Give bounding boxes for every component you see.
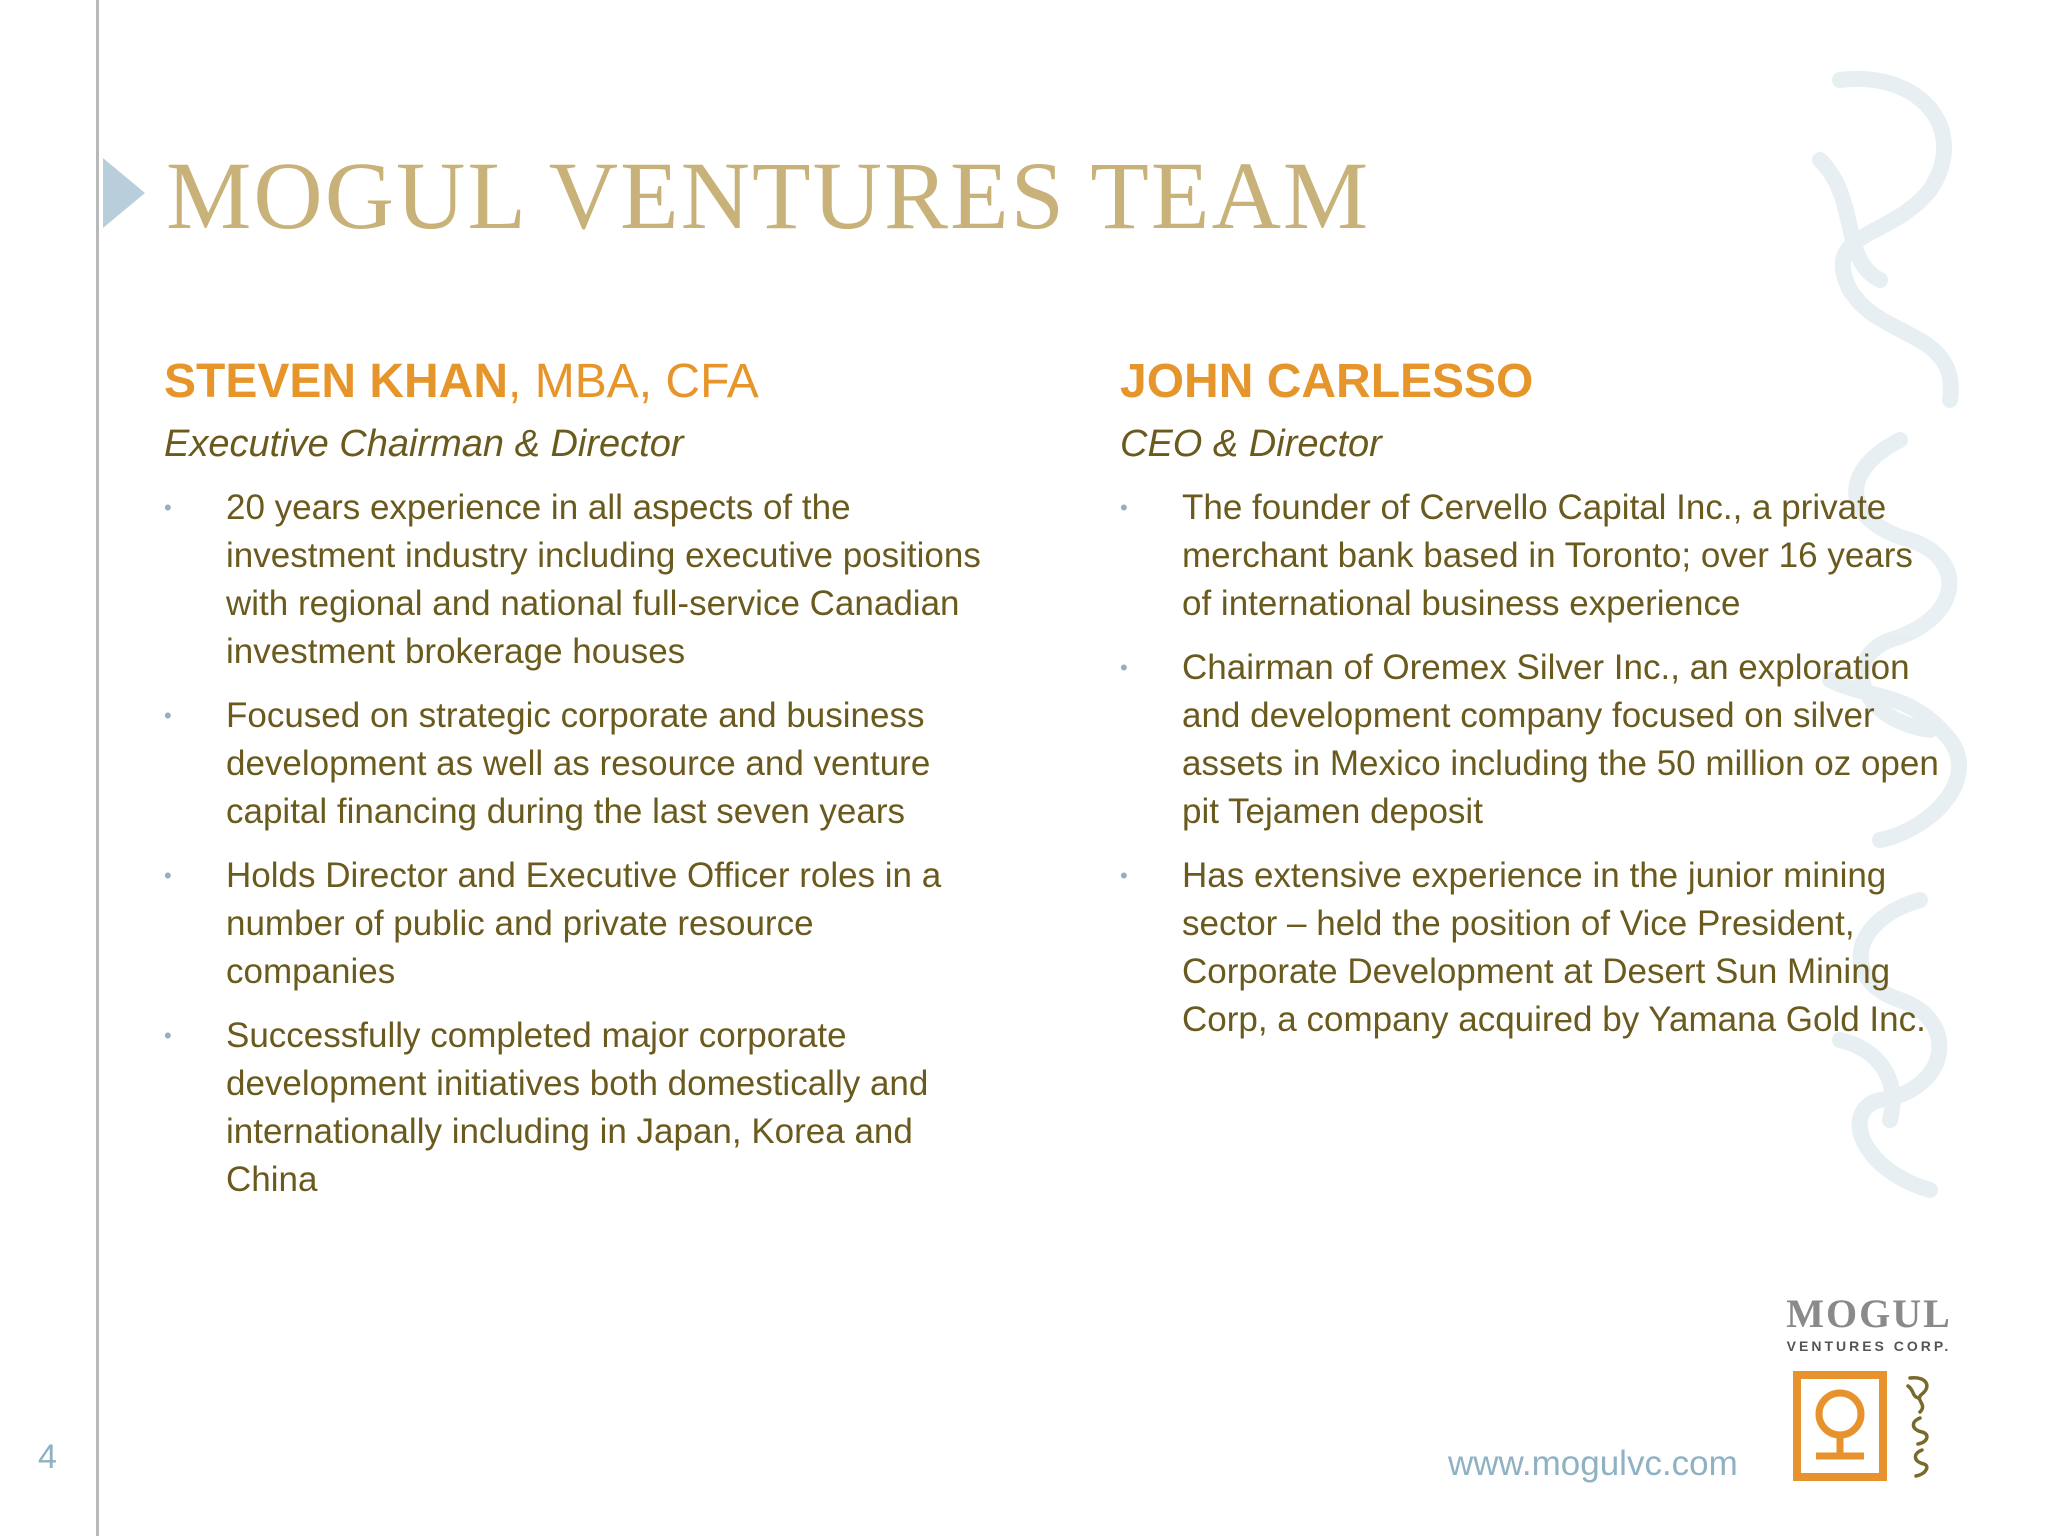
bullet-text: Successfully completed major corporate development initiatives both domestically and internationally including in Japan, Korea and China bbox=[226, 1016, 929, 1199]
bullet-dot-icon: • bbox=[164, 1023, 172, 1048]
page-number: 4 bbox=[38, 1438, 57, 1476]
bullet-item bbox=[1120, 852, 1940, 1044]
bullet-item bbox=[164, 1012, 984, 1204]
team-member-column-left bbox=[164, 352, 984, 1220]
bullet-text: Has extensive experience in the junior mining sector – held the position of Vice President, Corporate Development at Desert Sun Mining Corp, a company acquired by Yamana Gold Inc. bbox=[1182, 856, 1926, 1039]
company-logo-subtitle: VENTURES CORP. bbox=[1786, 1338, 1952, 1354]
slide-title: MOGUL VENTURES TEAM bbox=[166, 142, 1371, 249]
website-url: www.mogulvc.com bbox=[1448, 1444, 1738, 1483]
company-logo-wordmark: MOGUL bbox=[1786, 1291, 1952, 1336]
bullet-item bbox=[164, 692, 984, 836]
person-role: Executive Chairman & Director bbox=[164, 423, 684, 465]
bullet-text: Holds Director and Executive Officer roles in a number of public and private resource companies bbox=[226, 856, 942, 991]
person-name: JOHN CARLESSO bbox=[1120, 355, 1534, 408]
person-role: CEO & Director bbox=[1120, 423, 1382, 465]
bullet-dot-icon: • bbox=[1120, 655, 1128, 680]
bullet-dot-icon: • bbox=[1120, 863, 1128, 888]
bullet-text: Focused on strategic corporate and business development as well as resource and venture capital financing during the last seven years bbox=[226, 696, 931, 831]
bullet-item bbox=[164, 852, 984, 996]
company-logo-icon bbox=[1792, 1370, 1888, 1482]
bullet-item bbox=[1120, 644, 1940, 836]
title-arrow-marker bbox=[103, 158, 145, 228]
person-name-heading bbox=[1120, 352, 1940, 412]
person-credentials: , MBA, CFA bbox=[508, 355, 759, 408]
bullet-list bbox=[1120, 484, 1940, 1044]
person-name-heading bbox=[164, 352, 984, 412]
person-name: STEVEN KHAN bbox=[164, 355, 509, 408]
mongolian-script-logo-icon bbox=[1902, 1372, 1938, 1482]
team-member-column-right bbox=[1120, 352, 1940, 1060]
bullet-text: The founder of Cervello Capital Inc., a private merchant bank based in Toronto; over 16 years of international business experience bbox=[1182, 488, 1913, 623]
bullet-dot-icon: • bbox=[164, 863, 172, 888]
bullet-item bbox=[1120, 484, 1940, 628]
bullet-list bbox=[164, 484, 984, 1204]
bullet-text: Chairman of Oremex Silver Inc., an exploration and development company focused on silver assets in Mexico including the 50 million oz open pit Tejamen deposit bbox=[1182, 648, 1939, 831]
bullet-dot-icon: • bbox=[164, 703, 172, 728]
bullet-text: 20 years experience in all aspects of the investment industry including executive positions with regional and national full-service Canadian investment brokerage houses bbox=[226, 488, 981, 671]
bullet-item bbox=[164, 484, 984, 676]
bullet-dot-icon: • bbox=[1120, 495, 1128, 520]
left-vertical-rule bbox=[96, 0, 99, 1536]
bullet-dot-icon: • bbox=[164, 495, 172, 520]
